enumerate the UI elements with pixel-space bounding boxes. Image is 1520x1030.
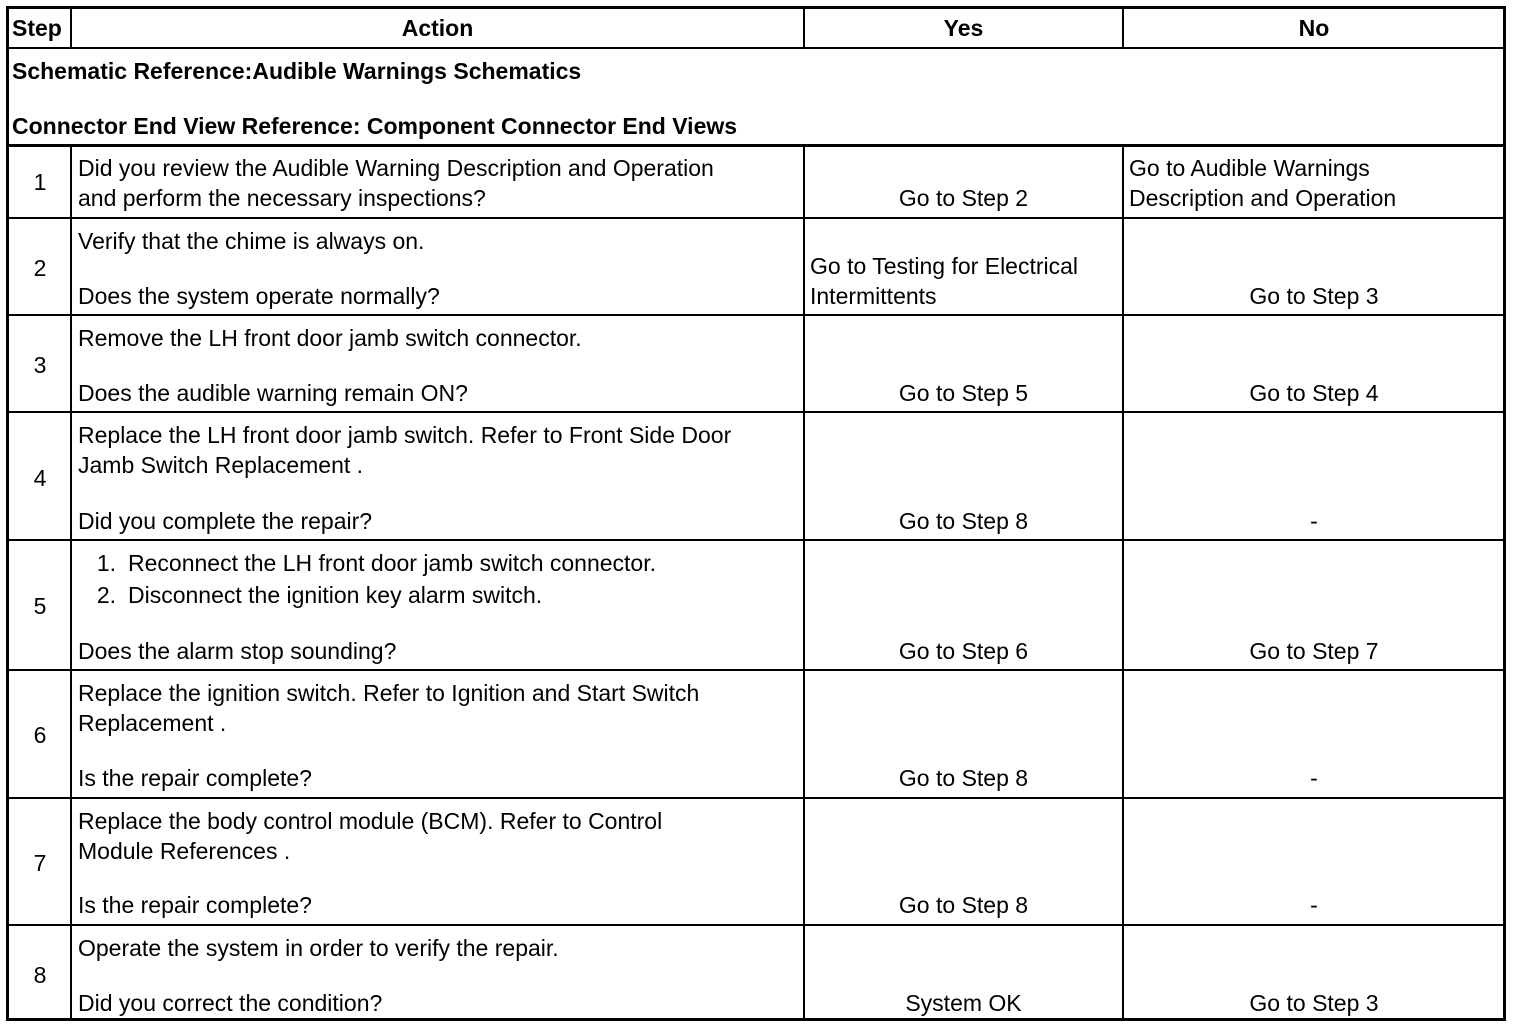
row-divider bbox=[8, 217, 1506, 219]
question-text: Does the alarm stop sounding? bbox=[78, 638, 397, 664]
action-text: Replacement . bbox=[78, 710, 227, 736]
yes-result: Go to Testing for Electrical bbox=[810, 253, 1079, 279]
row-divider bbox=[8, 797, 1506, 799]
action-text: Replace the body control module (BCM). Refer to Control bbox=[78, 808, 663, 834]
no-result: - bbox=[1310, 765, 1318, 791]
action-text: Verify that the chime is always on. bbox=[78, 228, 425, 254]
step-number: 1 bbox=[33, 169, 47, 195]
action-text: Module References . bbox=[78, 838, 291, 864]
yes-result: Intermittents bbox=[810, 283, 937, 309]
row-divider bbox=[8, 411, 1506, 413]
question-text: Did you correct the condition? bbox=[78, 990, 383, 1016]
yes-result: Go to Step 8 bbox=[898, 892, 1029, 918]
action-text: Operate the system in order to verify the repair. bbox=[78, 935, 559, 961]
row-divider bbox=[8, 539, 1506, 541]
row-divider bbox=[8, 47, 1506, 49]
row-divider bbox=[8, 314, 1506, 316]
question-text: Did you complete the repair? bbox=[78, 508, 373, 534]
yes-result: Go to Step 2 bbox=[898, 185, 1029, 211]
list-item-number: 1. bbox=[96, 550, 116, 576]
step-number: 5 bbox=[33, 593, 47, 619]
step-number: 7 bbox=[33, 850, 47, 876]
row-divider bbox=[8, 924, 1506, 926]
list-item: Disconnect the ignition key alarm switch. bbox=[128, 582, 543, 608]
question-text: Does the system operate normally? bbox=[78, 283, 440, 309]
header-yes: Yes bbox=[943, 15, 984, 41]
question-text: Is the repair complete? bbox=[78, 765, 312, 791]
yes-result: Go to Step 8 bbox=[898, 765, 1029, 791]
yes-result: Go to Step 5 bbox=[898, 380, 1029, 406]
list-item-number: 2. bbox=[96, 582, 116, 608]
action-text: and perform the necessary inspections? bbox=[78, 185, 486, 211]
connector-reference: Connector End View Reference: Component Connector End Views bbox=[12, 113, 738, 139]
no-result: Go to Step 3 bbox=[1249, 283, 1379, 309]
action-text: Jamb Switch Replacement . bbox=[78, 452, 364, 478]
yes-result: System OK bbox=[905, 990, 1022, 1016]
row-divider bbox=[8, 669, 1506, 671]
yes-result: Go to Step 6 bbox=[898, 638, 1029, 664]
step-number: 4 bbox=[33, 465, 47, 491]
no-result: - bbox=[1310, 508, 1318, 534]
header-action: Action bbox=[401, 15, 474, 41]
question-text: Is the repair complete? bbox=[78, 892, 312, 918]
action-text: Replace the ignition switch. Refer to Ignition and Start Switch bbox=[78, 680, 700, 706]
list-item: Reconnect the LH front door jamb switch connector. bbox=[128, 550, 657, 576]
no-result: Go to Audible Warnings bbox=[1129, 155, 1370, 181]
action-text: Did you review the Audible Warning Description and Operation bbox=[78, 155, 714, 181]
header-step: Step bbox=[12, 15, 62, 41]
step-number: 3 bbox=[33, 352, 47, 378]
no-result: - bbox=[1310, 892, 1318, 918]
no-result: Go to Step 4 bbox=[1249, 380, 1379, 406]
no-result: Description and Operation bbox=[1129, 185, 1397, 211]
column-divider-action bbox=[803, 146, 805, 1020]
step-number: 6 bbox=[33, 722, 47, 748]
schematic-reference: Schematic Reference:Audible Warnings Schematics bbox=[12, 58, 582, 84]
action-text: Replace the LH front door jamb switch. Refer to Front Side Door bbox=[78, 422, 732, 448]
no-result: Go to Step 7 bbox=[1249, 638, 1379, 664]
no-result: Go to Step 3 bbox=[1249, 990, 1379, 1016]
column-divider-yes bbox=[1122, 146, 1124, 1020]
header-no: No bbox=[1298, 15, 1330, 41]
row-divider bbox=[8, 144, 1506, 147]
yes-result: Go to Step 8 bbox=[898, 508, 1029, 534]
question-text: Does the audible warning remain ON? bbox=[78, 380, 468, 406]
step-number: 8 bbox=[33, 962, 47, 988]
action-text: Remove the LH front door jamb switch connector. bbox=[78, 325, 582, 351]
step-number: 2 bbox=[33, 255, 47, 281]
